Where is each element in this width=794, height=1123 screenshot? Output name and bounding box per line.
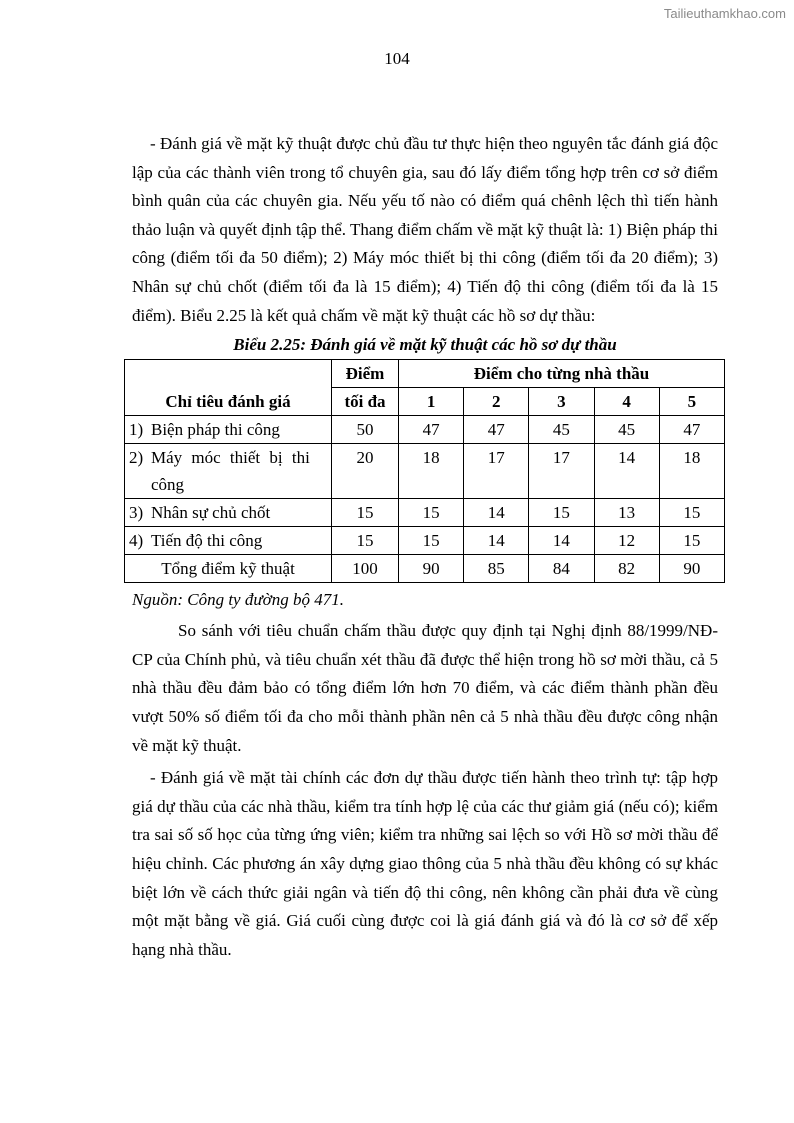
header-max-line1: Điểm [332,360,399,388]
score-cell: 47 [659,416,724,444]
score-cell: 18 [659,444,724,499]
header-contractors: Điểm cho từng nhà thầu [399,360,725,388]
score-cell: 17 [464,444,529,499]
page-content [129,130,718,964]
score-cell: 15 [529,499,594,527]
score-cell: 14 [594,444,659,499]
total-score-cell: 85 [464,555,529,583]
criteria-number: 1) [129,420,144,440]
criteria-cell [125,499,332,527]
score-cell: 45 [529,416,594,444]
criteria-label: Tiến độ thi công [151,531,263,551]
total-score-cell: 90 [659,555,724,583]
max-score-cell: 15 [332,499,399,527]
table-total-row [125,555,725,583]
table-row [125,416,725,444]
total-score-cell: 90 [399,555,464,583]
page-number: 104 [384,49,410,68]
score-cell: 17 [529,444,594,499]
max-score-cell: 50 [332,416,399,444]
criteria-label: Biện pháp thi công [151,420,280,440]
criteria-number: 4) [129,531,144,551]
table-header-row [125,360,725,388]
criteria-cell [125,416,332,444]
score-cell: 12 [594,527,659,555]
technical-score-table [124,359,725,583]
score-cell: 15 [399,527,464,555]
criteria-label-continued: công [151,475,185,495]
score-cell: 15 [399,499,464,527]
score-cell: 13 [594,499,659,527]
criteria-cell [125,444,332,499]
table-row [125,527,725,555]
header-contractor-4: 4 [594,388,659,416]
criteria-label: Máy móc thiết bị thi [151,448,310,468]
paragraph-comparison: So sánh với tiêu chuẩn chấm thầu được quy định tại Nghị định 88/1999/NĐ-CP của Chính phủ, và tiêu chuẩn xét thầu đã được thể hiện trong hồ sơ mời thầu, cả 5 nhà thầu đều đảm bảo có tổng điểm lớn hơn 70 điểm, và các điểm thành phần đều vượt 50% số điểm tối đa cho mỗi thành phần nên cả 5 nhà thầu đều được công nhận về mặt kỹ thuật. [132,621,718,755]
paragraph-financial-evaluation: - Đánh giá về mặt tài chính các đơn dự thầu được tiến hành theo trình tự: tập hợp giá dự thầu của các nhà thầu, kiểm tra tính hợp lệ của các thư giảm giá (nếu có); kiểm tra sai số số học của từng ứng viên; kiểm tra những sai lệch so với Hồ sơ mời thầu để hiệu chỉnh. Các phương án xây dựng giao thông của 5 nhà thầu đều không có sự khác biệt lớn về cách thức giải ngân và tiến độ thi công, nên không cần phải đưa về cùng một mặt bằng về giá. Giá cuối cùng được coi là giá đánh giá và đó là cơ sở để xếp hạng nhà thầu. [132,768,718,959]
total-label: Tổng điểm kỹ thuật [125,555,332,583]
table-source: Nguồn: Công ty đường bộ 471. [132,590,344,610]
table-caption: Biểu 2.25: Đánh giá về mặt kỹ thuật các hồ sơ dự thầu [233,335,617,355]
total-score-cell: 82 [594,555,659,583]
criteria-cell [125,527,332,555]
header-contractor-5: 5 [659,388,724,416]
score-cell: 14 [464,527,529,555]
header-criteria: Chỉ tiêu đánh giá [125,360,332,416]
watermark: Tailieuthamkhao.com [663,6,786,21]
header-contractor-1: 1 [399,388,464,416]
score-cell: 15 [659,527,724,555]
criteria-number: 2) [129,448,144,468]
score-cell: 18 [399,444,464,499]
criteria-number: 3) [129,503,144,523]
score-cell: 14 [464,499,529,527]
table-row [125,444,725,499]
total-max-score: 100 [332,555,399,583]
score-cell: 15 [659,499,724,527]
score-cell: 45 [594,416,659,444]
score-cell: 14 [529,527,594,555]
score-cell: 47 [464,416,529,444]
header-contractor-2: 2 [464,388,529,416]
max-score-cell: 15 [332,527,399,555]
header-contractor-3: 3 [529,388,594,416]
paragraph-technical-evaluation: - Đánh giá về mặt kỹ thuật được chủ đầu tư thực hiện theo nguyên tắc đánh giá độc lập của các thành viên trong tổ chuyên gia, sau đó lấy điểm tổng hợp trên cơ sở điểm bình quân của các chuyên gia. Nếu yếu tố nào có điểm quá chênh lệch thì tiến hành thảo luận và quyết định tập thể. Thang điểm chấm về mặt kỹ thuật là: 1) Biện pháp thi công (điểm tối đa 50 điểm); 2) Máy móc thiết bị thi công (điểm tối đa 20 điểm); 3) Nhân sự chủ chốt (điểm tối đa là 15 điểm); 4) Tiến độ thi công (điểm tối đa là 15 điểm). Biểu 2.25 là kết quả chấm về mặt kỹ thuật các hồ sơ dự thầu: [132,134,718,325]
total-score-cell: 84 [529,555,594,583]
max-score-cell: 20 [332,444,399,499]
criteria-label: Nhân sự chủ chốt [151,503,271,523]
score-cell: 47 [399,416,464,444]
table-row [125,499,725,527]
header-max-line2: tối đa [332,388,399,416]
